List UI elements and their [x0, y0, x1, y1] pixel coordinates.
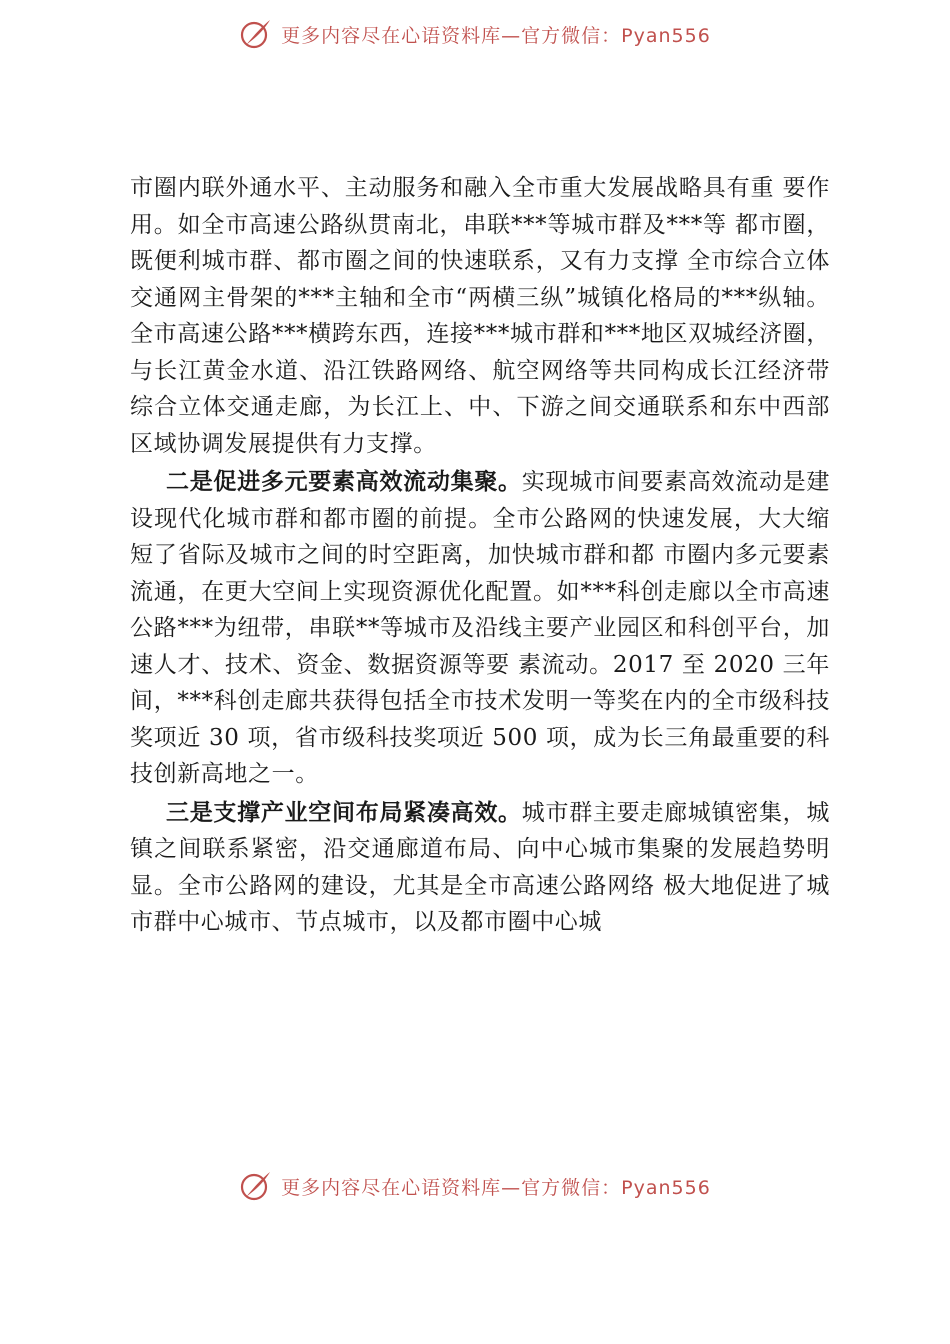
- footer-watermark: [0, 1166, 950, 1206]
- paragraph-lead: 三是支撑产业空间布局紧凑高效。: [166, 799, 522, 826]
- document-body: [130, 170, 830, 941]
- watermark-text: 更多内容尽在心语资料库—官方微信：Pyan556: [281, 1176, 711, 1199]
- paragraph-3: [130, 795, 830, 941]
- header-watermark: [0, 14, 950, 54]
- paragraph-1: [130, 170, 830, 462]
- paragraph-body: 市圈内联外通水平、主动服务和融入全市重大发展战略具有重 要作用。如全市高速公路纵贯南北，串联***等城市群及***等 都市圈，既便利城市群、都市圈之间的快速联系，又有力支撑 全市综合立体交通网主骨架的***主轴和全市“两横三纵”城镇化格局的***纵轴。全市高速公路***横跨东西，连接***城市群和***地区双城经济圈，与长江黄金水道、沿江铁路网络、航空网络等共同构成长江经济带综合立体交通走廊，为长江上、中、下游之间交通联系和东中西部区域协调发展提供有力支撑。: [130, 175, 830, 457]
- watermark-text: 更多内容尽在心语资料库—官方微信：Pyan556: [281, 24, 711, 47]
- paragraph-body: 城市群主要走廊城镇密集，城镇之间联系紧密，沿交通廊道布局、向中心城市集聚的发展趋势明显。全市公路网的建设，尤其是全市高速公路网络 极大地促进了城市群中心城市、节点城市，以及都市圈中心城: [130, 799, 830, 935]
- paragraph-lead: 二是促进多元要素高效流动集聚。: [166, 469, 522, 495]
- quill-circle-logo-icon: [239, 1169, 273, 1203]
- quill-circle-logo-icon: [239, 17, 273, 51]
- paragraph-body: 实现城市间要素高效流动是建设现代化城市群和都市圈的前提。全市公路网的快速发展，大大缩短了省际及城市之间的时空距离，加快城市群和都 市圈内多元要素流通，在更大空间上实现资源优化配置。如***科创走廊以全市高速公路***为纽带，串联**等城市及沿线主要产业园区和科创平台，加速人才、技术、资金、数据资源等要 素流动。2017 至 2020 三年间，***科创走廊共获得包括全市技术发明一等奖在内的全市级科技奖项近 30 项，省市级科技奖项近 500 项，成为长三角最重要的科技创新高地之一。: [130, 469, 830, 787]
- paragraph-2: [130, 464, 830, 793]
